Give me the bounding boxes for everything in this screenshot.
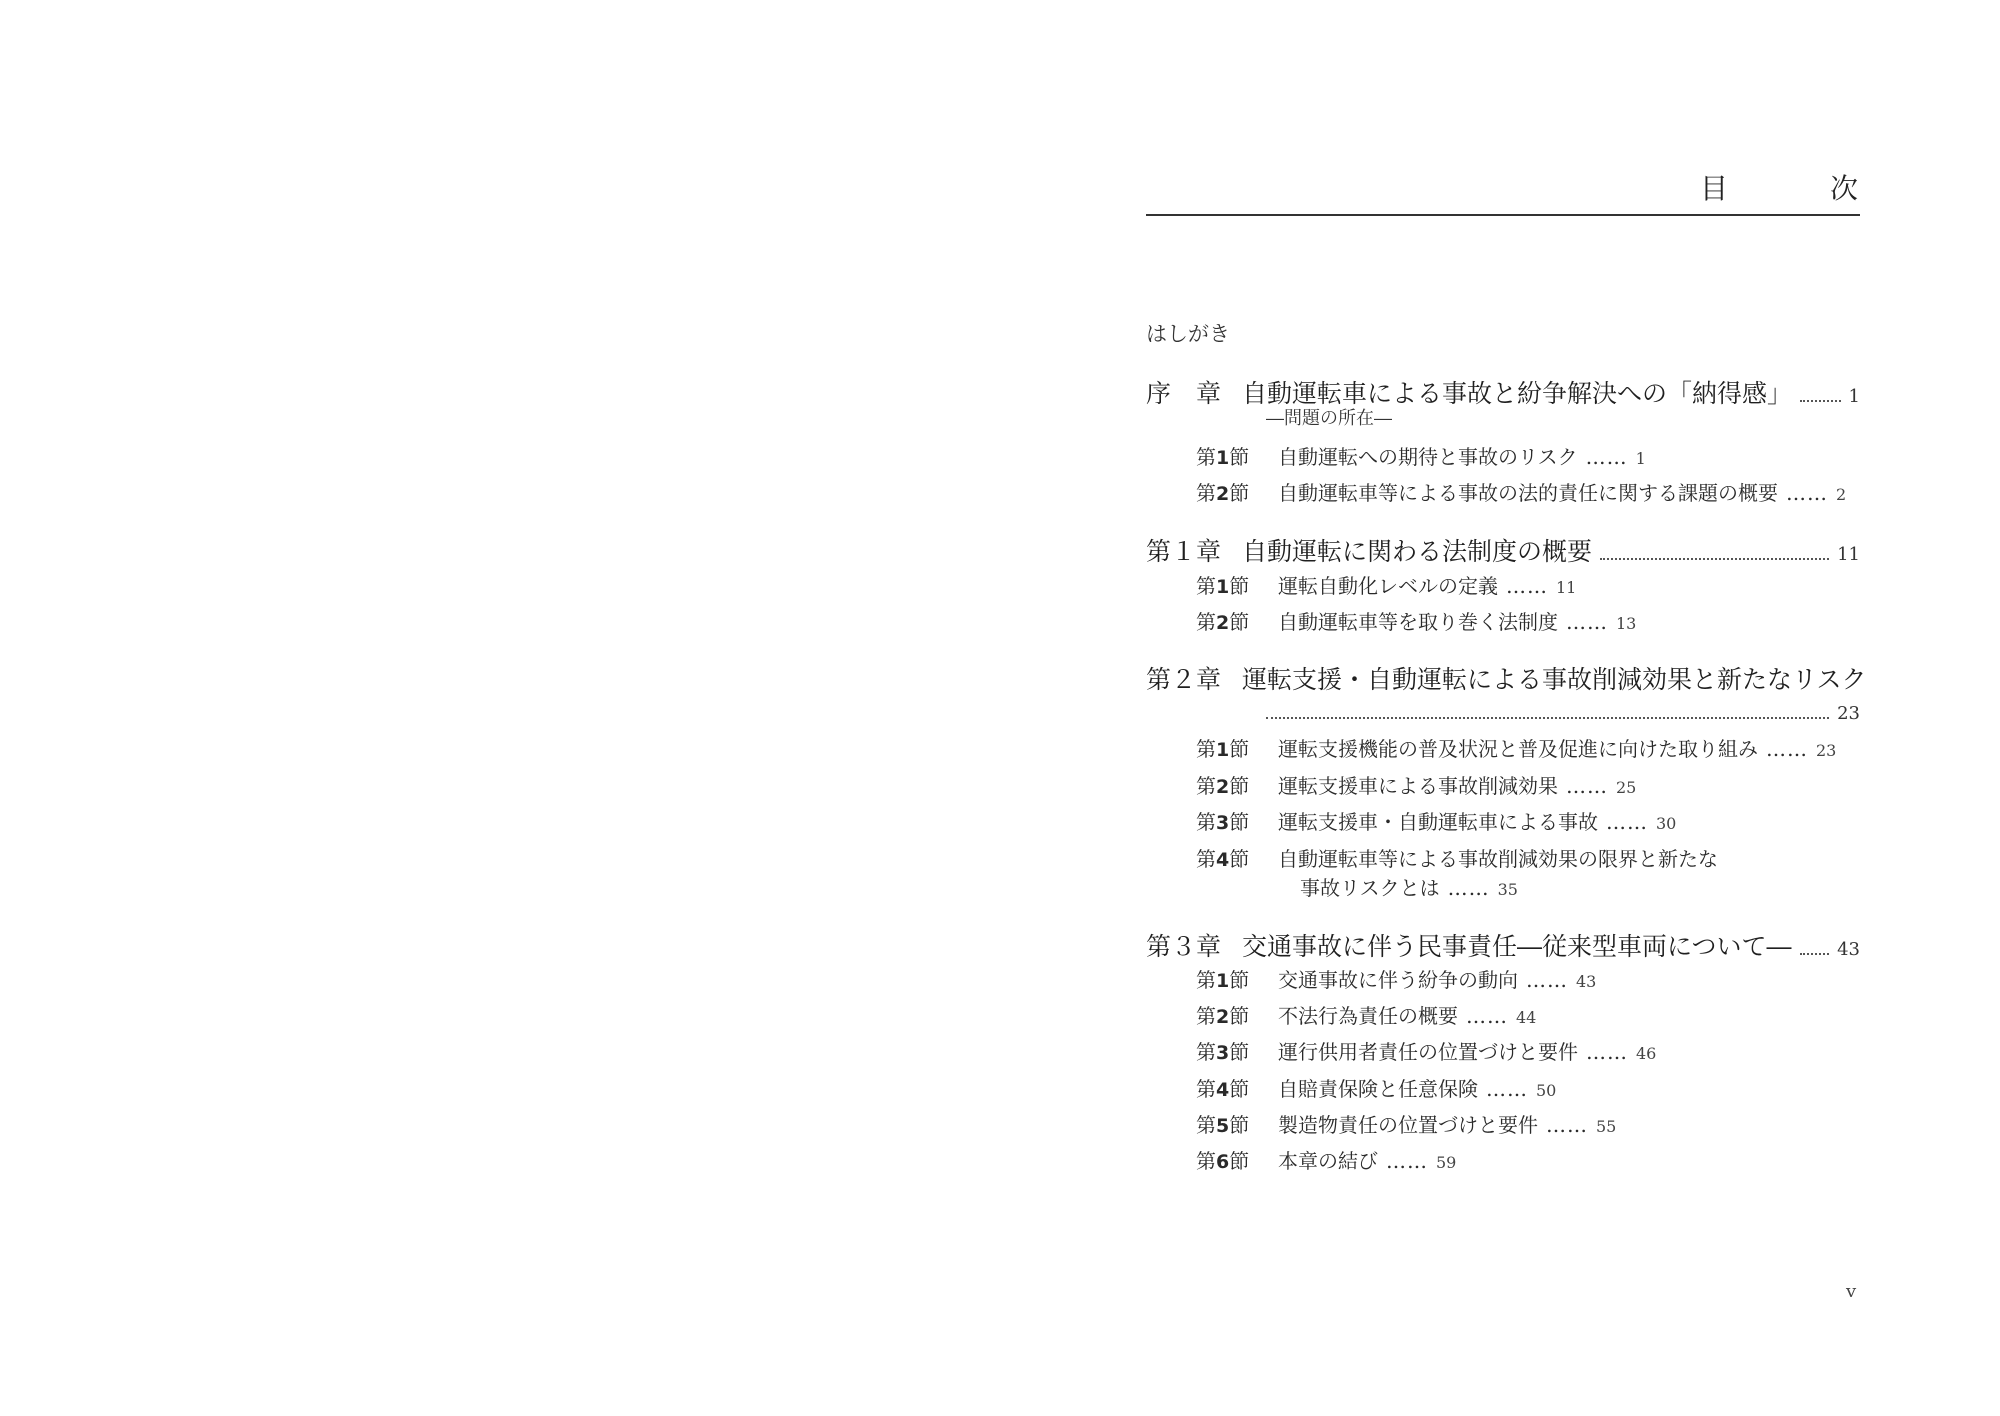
chapter-title: 自動運転に関わる法制度の概要 [1242, 537, 1593, 566]
section-label: 第2節 [1196, 1004, 1250, 1028]
section-dots: …… [1606, 810, 1648, 834]
section-entry [1196, 1151, 1456, 1172]
section-title: 運転支援機能の普及状況と普及促進に向けた取り組み [1278, 737, 1758, 761]
section-page-number: 50 [1536, 1081, 1557, 1100]
section-page-number: 1 [1635, 449, 1646, 468]
toc-heading-left: 目 [1700, 172, 1729, 205]
section-dots: …… [1585, 445, 1628, 469]
section-title: 自動運転への期待と事故のリスク [1278, 445, 1578, 469]
section-label: 第4節 [1196, 847, 1250, 871]
chapter-entry-2 [1146, 667, 1867, 692]
section-title: 運転支援車による事故削減効果 [1278, 774, 1558, 798]
section-dots: …… [1506, 574, 1548, 598]
section-page-number: 23 [1816, 741, 1837, 760]
section-entry [1196, 576, 1576, 597]
page-folio: v [1846, 1281, 1857, 1302]
section-title: 運転支援車・自動運転車による事故 [1278, 810, 1598, 834]
section-entry [1196, 849, 1718, 870]
section-page-number: 43 [1576, 972, 1597, 991]
dot-leader [1800, 400, 1841, 402]
chapter-entry-intro [1146, 381, 1860, 407]
preface-entry: はしがき [1146, 322, 1230, 346]
section-title: 自賠責保険と任意保険 [1278, 1077, 1478, 1101]
section-label: 第1節 [1196, 737, 1250, 761]
section-dots: …… [1786, 481, 1828, 505]
section-label: 第3節 [1196, 810, 1250, 834]
section-page-number: 25 [1616, 778, 1637, 797]
chapter-label: 第１章 [1146, 537, 1222, 566]
toc-heading [1700, 172, 1858, 205]
toc-heading-right: 次 [1829, 172, 1858, 205]
section-page-number: 11 [1556, 578, 1577, 597]
section-entry [1196, 970, 1596, 991]
section-entry [1196, 1042, 1656, 1063]
section-entry [1196, 1079, 1556, 1100]
section-label: 第1節 [1196, 574, 1250, 598]
section-title: 本章の結び [1278, 1149, 1378, 1173]
section-dots: …… [1447, 876, 1490, 900]
section-label: 第4節 [1196, 1077, 1250, 1101]
section-page-number: 30 [1656, 814, 1677, 833]
chapter-page-number: 11 [1837, 544, 1860, 565]
section-page-number: 44 [1516, 1008, 1537, 1027]
section-page-number: 59 [1436, 1153, 1457, 1172]
section-dots: …… [1546, 1113, 1588, 1137]
section-title: 自動運転車等による事故の法的責任に関する課題の概要 [1278, 481, 1778, 505]
section-dots: …… [1386, 1149, 1428, 1173]
section-label: 第1節 [1196, 445, 1250, 469]
section-title: 不法行為責任の概要 [1278, 1004, 1458, 1028]
section-label: 第2節 [1196, 481, 1250, 505]
chapter-label: 第３章 [1146, 932, 1222, 961]
dot-leader [1800, 953, 1830, 955]
section-title: 自動運転車等を取り巻く法制度 [1278, 610, 1558, 634]
section-entry [1196, 812, 1676, 833]
dot-leader [1266, 717, 1829, 719]
section-entry [1196, 1006, 1536, 1027]
section-label: 第6節 [1196, 1149, 1250, 1173]
chapter-label: 第２章 [1146, 665, 1222, 694]
chapter-page-number: 1 [1848, 386, 1860, 407]
chapter-page-number: 43 [1837, 939, 1860, 960]
chapter-leader-line [1266, 705, 1860, 724]
section-dots: …… [1766, 737, 1808, 761]
chapter-subtitle: ―問題の所在― [1266, 408, 1392, 429]
section-dots: …… [1486, 1077, 1528, 1101]
chapter-title: 自動運転車による事故と紛争解決への「納得感」 [1242, 379, 1793, 408]
section-page-number: 13 [1616, 614, 1637, 633]
section-title: 交通事故に伴う紛争の動向 [1278, 968, 1518, 992]
section-page-number: 46 [1636, 1044, 1657, 1063]
section-entry [1196, 483, 1846, 504]
section-label: 第1節 [1196, 968, 1250, 992]
section-dots: …… [1566, 774, 1608, 798]
chapter-label: 序 章 [1146, 379, 1222, 408]
chapter-entry-1 [1146, 539, 1860, 565]
section-entry [1196, 776, 1636, 797]
section-dots: …… [1566, 610, 1608, 634]
section-label: 第3節 [1196, 1040, 1250, 1064]
section-title: 自動運転車等による事故削減効果の限界と新たな [1278, 847, 1718, 871]
section-page-number: 55 [1596, 1117, 1617, 1136]
section-label: 第2節 [1196, 610, 1250, 634]
heading-rule [1146, 214, 1860, 216]
section-entry-continuation [1300, 878, 1518, 898]
section-dots: …… [1526, 968, 1568, 992]
section-title: 製造物責任の位置づけと要件 [1278, 1113, 1538, 1137]
section-title: 運行供用者責任の位置づけと要件 [1278, 1040, 1578, 1064]
section-page-number: 2 [1836, 485, 1847, 504]
section-dots: …… [1466, 1004, 1508, 1028]
section-entry [1196, 739, 1836, 760]
section-title-continuation: 事故リスクとは [1300, 876, 1440, 900]
chapter-page-number: 23 [1837, 703, 1860, 724]
chapter-entry-3 [1146, 934, 1860, 960]
section-title: 運転自動化レベルの定義 [1278, 574, 1498, 598]
dot-leader [1600, 558, 1829, 560]
section-entry [1196, 1115, 1616, 1136]
section-dots: …… [1586, 1040, 1628, 1064]
section-label: 第2節 [1196, 774, 1250, 798]
section-page-number: 35 [1497, 880, 1518, 899]
chapter-title: 交通事故に伴う民事責任―従来型車両について― [1242, 932, 1792, 961]
section-entry [1196, 612, 1636, 633]
section-label: 第5節 [1196, 1113, 1250, 1137]
section-entry [1196, 447, 1646, 468]
chapter-title: 運転支援・自動運転による事故削減効果と新たなリスク [1242, 665, 1867, 694]
